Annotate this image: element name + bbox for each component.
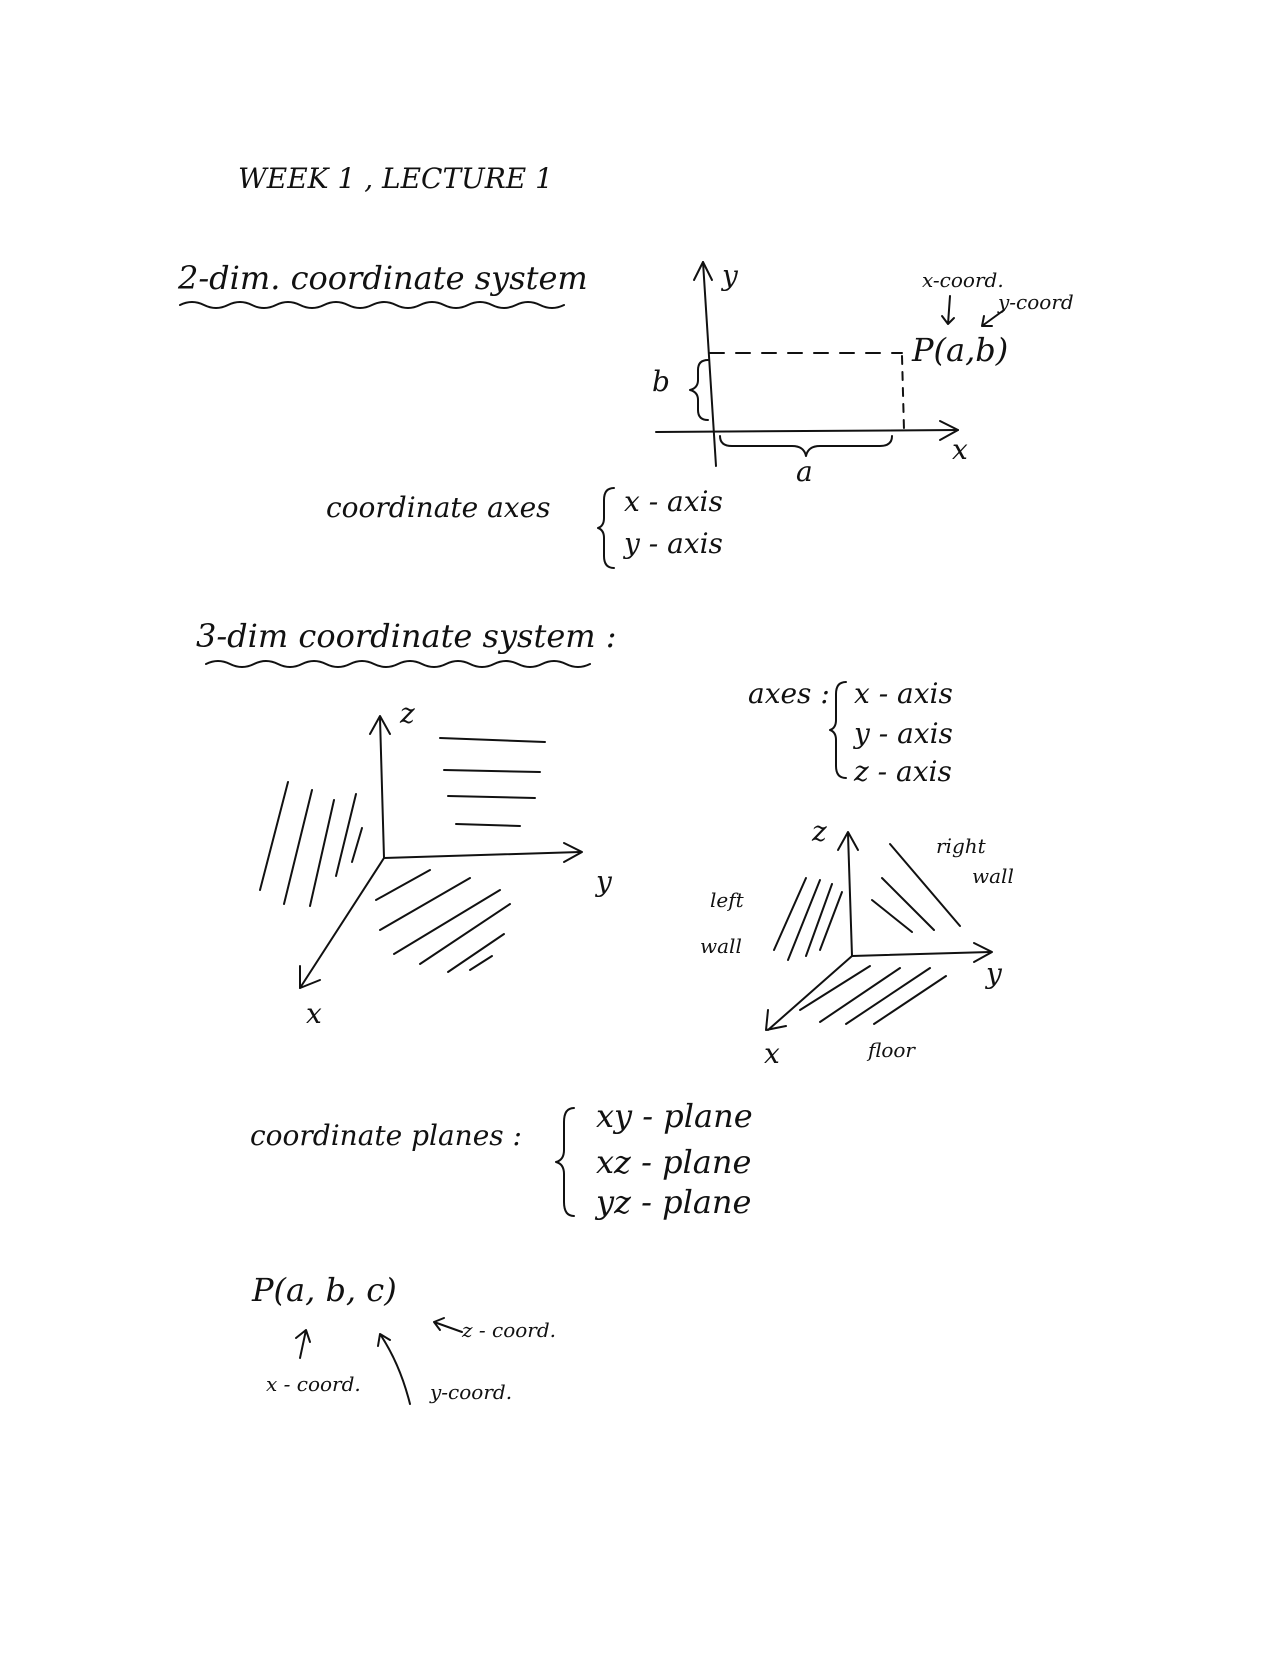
2d-x-axis bbox=[656, 430, 958, 432]
3d1-hatch-yz-1 bbox=[440, 738, 545, 742]
3d2-z-axis bbox=[848, 834, 852, 956]
3d2-y-label: y bbox=[986, 957, 1002, 990]
axes3d-item-z: z - axis bbox=[854, 755, 952, 788]
3d2-hatch-left-1 bbox=[774, 878, 806, 950]
point-x-coord-arrow bbox=[296, 1330, 310, 1358]
heading-3d-coordinate-system: 3-dim coordinate system : bbox=[196, 617, 617, 655]
left-wall-label-1: left bbox=[710, 888, 744, 912]
2d-y-axis bbox=[703, 262, 716, 466]
3d1-hatch-xz-1 bbox=[260, 782, 288, 890]
3d1-hatch-xz-4 bbox=[336, 794, 356, 876]
2d-a-brace bbox=[720, 436, 892, 456]
3d1-x-label: x bbox=[306, 997, 322, 1030]
axes3d-label: axes : bbox=[748, 677, 830, 710]
2d-x-axis-label: x bbox=[952, 433, 968, 466]
axes-item-x: x - axis bbox=[624, 485, 723, 518]
3d1-hatch-yz-2 bbox=[444, 770, 540, 772]
3d2-hatch-left-3 bbox=[806, 884, 832, 956]
point-3d-label: P(a, b, c) bbox=[252, 1271, 397, 1309]
heading-2d-underline bbox=[180, 302, 564, 308]
3d1-hatch-xy-4 bbox=[420, 904, 510, 964]
point-y-coord-arrow bbox=[378, 1334, 410, 1404]
2d-b-brace bbox=[690, 360, 708, 420]
2d-y-axis-label: y bbox=[722, 259, 738, 292]
point-z-coord-arrow bbox=[434, 1318, 462, 1332]
axes3d-item-y: y - axis bbox=[854, 717, 953, 750]
2d-x-coord-note: x-coord. bbox=[922, 268, 1004, 292]
3d1-hatch-xz-3 bbox=[310, 800, 334, 906]
3d1-y-label: y bbox=[596, 865, 612, 898]
3d1-y-axis bbox=[384, 852, 580, 858]
point-3d-z-coord: z - coord. bbox=[462, 1318, 557, 1342]
3d2-z-label: z bbox=[812, 815, 827, 848]
3d2-hatch-floor-1 bbox=[800, 966, 870, 1010]
3d2-hatch-right-3 bbox=[872, 900, 912, 932]
2d-y-coord-arrow bbox=[982, 310, 1004, 326]
3d1-hatch-xz-5 bbox=[352, 828, 362, 862]
plane-item-xz: xz - plane bbox=[596, 1143, 752, 1181]
3d1-hatch-xy-2 bbox=[380, 878, 470, 930]
right-wall-label-2: wall bbox=[972, 864, 1014, 888]
right-wall-label-1: right bbox=[936, 834, 986, 858]
coordinate-axes-label: coordinate axes bbox=[326, 491, 551, 524]
3d1-hatch-yz-3 bbox=[448, 796, 535, 798]
3d2-x-axis bbox=[768, 956, 852, 1030]
2d-point-label: P(a,b) bbox=[912, 331, 1009, 369]
planes-brace bbox=[556, 1108, 574, 1216]
3d2-x-label: x bbox=[764, 1037, 780, 1070]
3d2-hatch-floor-4 bbox=[874, 976, 946, 1024]
3d1-hatch-yz-4 bbox=[456, 824, 520, 826]
3d1-hatch-xy-1 bbox=[376, 870, 430, 900]
axes3d-item-x: x - axis bbox=[854, 677, 953, 710]
2d-y-coord-note: y-coord bbox=[998, 290, 1074, 314]
2d-b-label: b bbox=[652, 365, 670, 398]
coordinate-planes-label: coordinate planes : bbox=[250, 1119, 522, 1152]
3d2-y-axis bbox=[852, 952, 990, 956]
point-3d-y-coord: y-coord. bbox=[430, 1380, 513, 1404]
3d2-x-arrowhead bbox=[766, 1010, 786, 1030]
3d2-hatch-left-2 bbox=[788, 880, 820, 960]
point-3d-x-coord: x - coord. bbox=[266, 1372, 361, 1396]
3d1-hatch-xz-2 bbox=[284, 790, 312, 904]
2d-x-coord-arrow bbox=[942, 296, 954, 324]
floor-label: floor bbox=[868, 1038, 915, 1062]
2d-a-label: a bbox=[796, 455, 813, 488]
3d1-hatch-xy-6 bbox=[470, 956, 492, 970]
2d-dashed-vertical bbox=[902, 356, 904, 430]
3d1-z-label: z bbox=[400, 697, 415, 730]
heading-3d-underline bbox=[206, 661, 590, 667]
left-wall-label-2: wall bbox=[700, 934, 742, 958]
3d2-hatch-right-1 bbox=[890, 844, 960, 926]
axes-brace-2d bbox=[598, 488, 614, 568]
plane-item-xy: xy - plane bbox=[596, 1097, 753, 1135]
heading-2d-coordinate-system: 2-dim. coordinate system bbox=[178, 259, 588, 297]
axes-brace-3d bbox=[830, 682, 846, 778]
plane-item-yz: yz - plane bbox=[596, 1183, 752, 1221]
page-title: WEEK 1 , LECTURE 1 bbox=[238, 162, 553, 195]
3d1-x-axis bbox=[300, 858, 384, 988]
axes-item-y: y - axis bbox=[624, 527, 723, 560]
3d1-z-axis bbox=[380, 718, 384, 858]
3d2-hatch-left-4 bbox=[820, 892, 842, 950]
